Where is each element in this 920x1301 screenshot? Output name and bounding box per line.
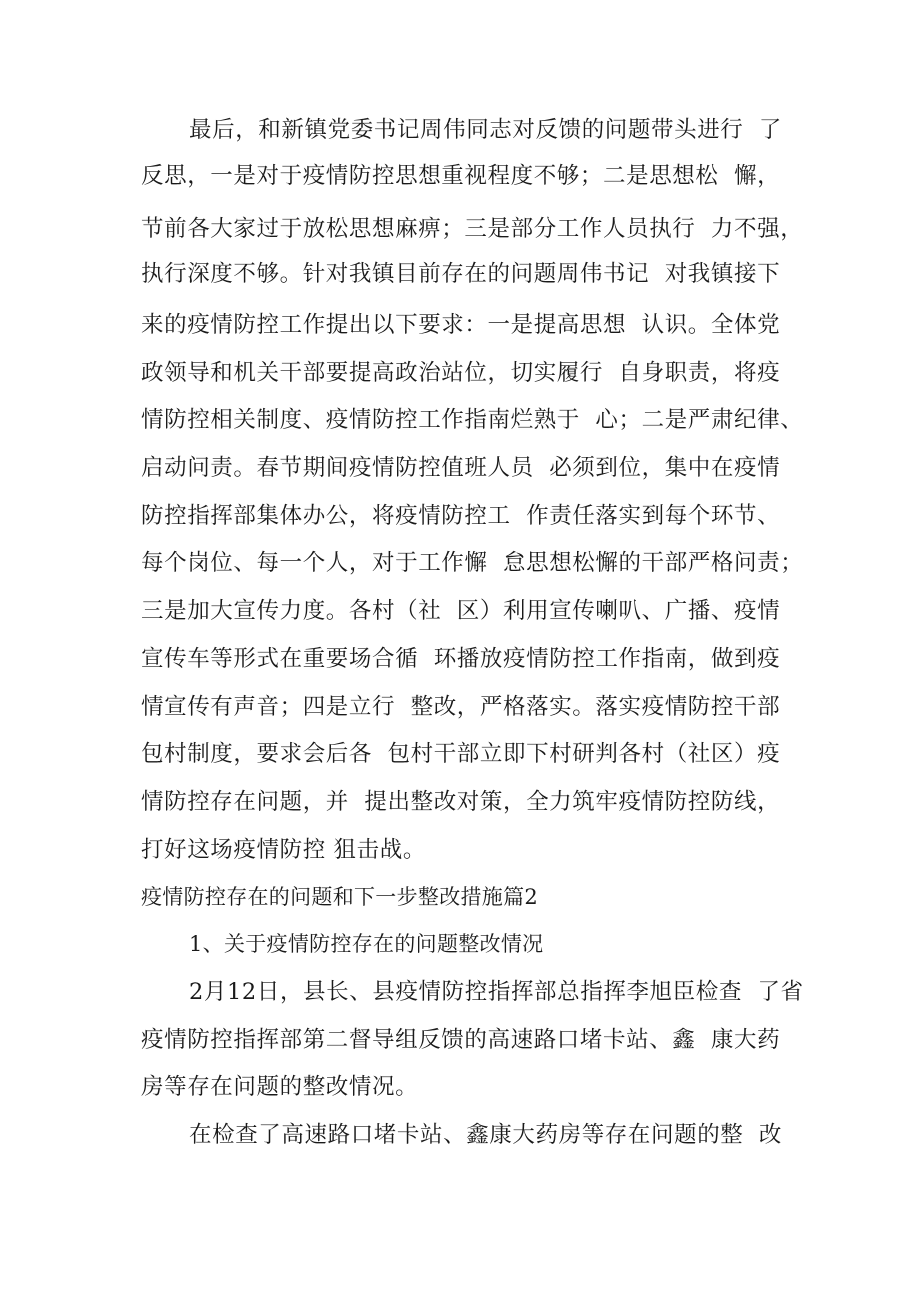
text-line: 启动问责。春节期间疫情防控值班人员 必须到位，集中在疫情: [141, 455, 781, 481]
text-line: 2月12日，县长、县疫情防控指挥部总指挥李旭臣检查 了省: [189, 979, 804, 1005]
text-line: 最后，和新镇党委书记周伟同志对反馈的问题带头进行 了: [189, 117, 783, 143]
text-line: 情防控相关制度、疫情防控工作指南烂熟于 心；二是严肃纪律、: [141, 407, 804, 433]
text-line: 打好这场疫情防控 狙击战。: [141, 837, 426, 863]
text-line: 疫情防控指挥部第二督导组反馈的高速路口堵卡站、鑫 康大药: [141, 1027, 781, 1053]
text-line: 每个岗位、每一个人，对于工作懈 怠思想松懈的干部严格问责；: [141, 550, 804, 576]
text-line: 包村制度，要求会后各 包村干部立即下村研判各村（社区）疫: [141, 741, 781, 767]
text-line: 来的疫情防控工作提出以下要求：一是提高思想 认识。全体党: [141, 312, 781, 338]
text-line: 情防控存在问题，并 提出整改对策，全力筑牢疫情防控防线，: [141, 789, 781, 815]
text-line: 反思，一是对于疫情防控思想重视程度不够；二是思想松 懈，: [141, 163, 781, 189]
text-line: 房等存在问题的整改情况。: [141, 1074, 419, 1100]
text-line: 情宣传有声音；四是立行 整改，严格落实。落实疫情防控干部: [141, 694, 781, 720]
text-line: 防控指挥部集体办公，将疫情防控工 作责任落实到每个环节、: [141, 503, 781, 529]
text-line: 在检查了高速路口堵卡站、鑫康大药房等存在问题的整 改: [189, 1122, 783, 1148]
text-line: 政领导和机关干部要提高政治站位，切实履行 自身职责，将疫: [141, 360, 781, 386]
subsection-title: 1、关于疫情防控存在的问题整改情况: [189, 932, 544, 956]
section-heading: 疫情防控存在的问题和下一步整改措施篇2: [141, 885, 539, 909]
text-line: 宣传车等形式在重要场合循 环播放疫情防控工作指南，做到疫: [141, 646, 781, 672]
text-line: 执行深度不够。针对我镇目前存在的问题周伟书记 对我镇接下: [141, 261, 781, 287]
text-line: 节前各大家过于放松思想麻痹；三是部分工作人员执行 力不强，: [141, 216, 804, 242]
text-line: 三是加大宣传力度。各村（社 区）利用宣传喇叭、广播、疫情: [141, 598, 781, 624]
